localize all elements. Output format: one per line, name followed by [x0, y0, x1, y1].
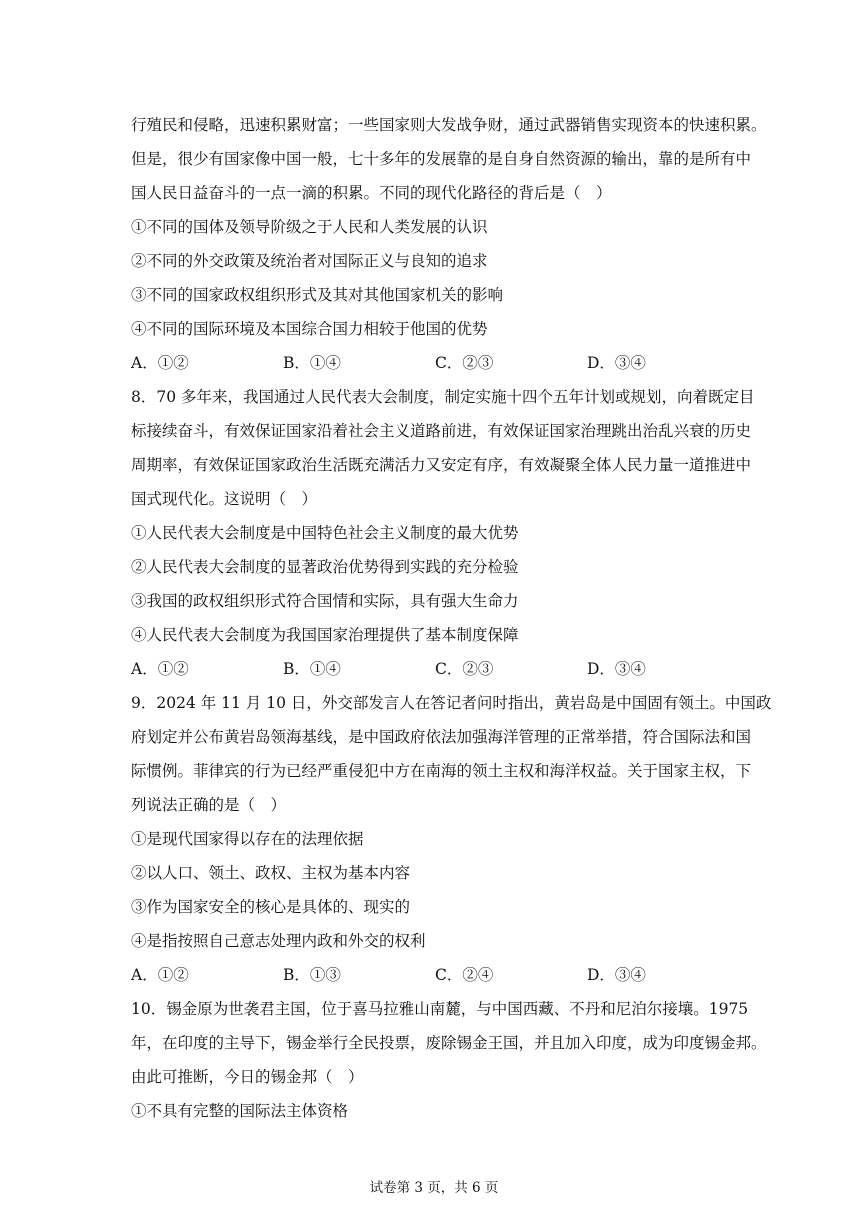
question-9-option-d: D．③④: [587, 966, 646, 984]
question-10-statement-1: ①不具有完整的国际法主体资格: [131, 1102, 349, 1120]
question-9-statement-4: ④是指按照自己意志处理内政和外交的权利: [131, 932, 426, 950]
question-7-statement-4: ④不同的国际环境及本国综合国力相较于他国的优势: [131, 320, 488, 338]
question-7-option-a: A．①②: [131, 354, 189, 372]
question-9-line-4: 列说法正确的是（ ）: [131, 796, 287, 814]
question-7-statement-3: ③不同的国家政权组织形式及其对其他国家机关的影响: [131, 286, 504, 304]
question-8-option-b: B．①④: [283, 660, 341, 678]
question-8-statement-1: ①人民代表大会制度是中国特色社会主义制度的最大优势: [131, 524, 519, 542]
question-8-option-c: C．②③: [435, 660, 494, 678]
page-footer: 试卷第 3 页，共 6 页: [369, 1180, 499, 1196]
question-9-options: [131, 958, 741, 992]
question-9-statement-1: ①是现代国家得以存在的法理依据: [131, 830, 364, 848]
question-8-option-d: D．③④: [587, 660, 646, 678]
question-8-statement-2: ②人民代表大会制度的显著政治优势得到实践的充分检验: [131, 558, 519, 576]
question-8-line-1: 8．70 多年来，我国通过人民代表大会制度，制定实施十四个五年计划或规划，向着既定目: [131, 388, 755, 406]
question-7-line-2: 但是，很少有国家像中国一般，七十多年的发展靠的是自身自然资源的输出，靠的是所有中: [131, 150, 752, 168]
question-10-line-3: 由此可推断，今日的锡金邦（ ）: [131, 1068, 364, 1086]
question-10: [131, 992, 767, 1128]
question-7: [131, 108, 767, 380]
question-9-statement-3: ③作为国家安全的核心是具体的、现实的: [131, 898, 411, 916]
question-7-option-b: B．①④: [283, 354, 341, 372]
question-7-line-1: 行殖民和侵略，迅速积累财富；一些国家则大发战争财，通过武器销售实现资本的快速积累。: [131, 116, 767, 134]
question-8-statement-4: ④人民代表大会制度为我国国家治理提供了基本制度保障: [131, 626, 519, 644]
question-8-statement-3: ③我国的政权组织形式符合国情和实际，具有强大生命力: [131, 592, 519, 610]
question-8-line-2: 标接续奋斗，有效保证国家沿着社会主义道路前进，有效保证国家治理跳出治乱兴衰的历史: [131, 422, 752, 440]
question-9-statement-2: ②以人口、领土、政权、主权为基本内容: [131, 864, 411, 882]
question-9-line-3: 际惯例。菲律宾的行为已经严重侵犯中方在南海的领土主权和海洋权益。关于国家主权，下: [131, 762, 752, 780]
question-10-line-1: 10．锡金原为世袭君主国，位于喜马拉雅山南麓，与中国西藏、不丹和尼泊尔接壤。1975: [131, 1000, 749, 1018]
question-10-line-2: 年，在印度的主导下，锡金举行全民投票，废除锡金王国，并且加入印度，成为印度锡金邦。: [131, 1034, 767, 1052]
question-9-line-2: 府划定并公布黄岩岛领海基线，是中国政府依法加强海洋管理的正常举措，符合国际法和国: [131, 728, 752, 746]
page-content: [131, 108, 772, 1128]
question-8-options: [131, 652, 741, 686]
question-7-statement-1: ①不同的国体及领导阶级之于人民和人类发展的认识: [131, 218, 488, 236]
question-7-option-c: C．②③: [435, 354, 494, 372]
question-8-line-3: 周期率，有效保证国家政治生活既充满活力又安定有序，有效凝聚全体人民力量一道推进中: [131, 456, 752, 474]
question-7-statement-2: ②不同的外交政策及统治者对国际正义与良知的追求: [131, 252, 488, 270]
question-8-option-a: A．①②: [131, 660, 189, 678]
question-9-line-1: 9．2024 年 11 月 10 日，外交部发言人在答记者问时指出，黄岩岛是中国固有领土。中国政: [131, 694, 772, 712]
question-9-option-b: B．①③: [283, 966, 341, 984]
question-7-line-3: 国人民日益奋斗的一点一滴的积累。不同的现代化路径的背后是（ ）: [131, 184, 612, 202]
question-8-line-4: 国式现代化。这说明（ ）: [131, 490, 318, 508]
question-9-option-a: A．①②: [131, 966, 189, 984]
question-7-option-d: D．③④: [587, 354, 646, 372]
question-9-option-c: C．②④: [435, 966, 494, 984]
question-9: [131, 686, 772, 992]
question-8: [131, 380, 755, 686]
question-7-options: [131, 346, 741, 380]
